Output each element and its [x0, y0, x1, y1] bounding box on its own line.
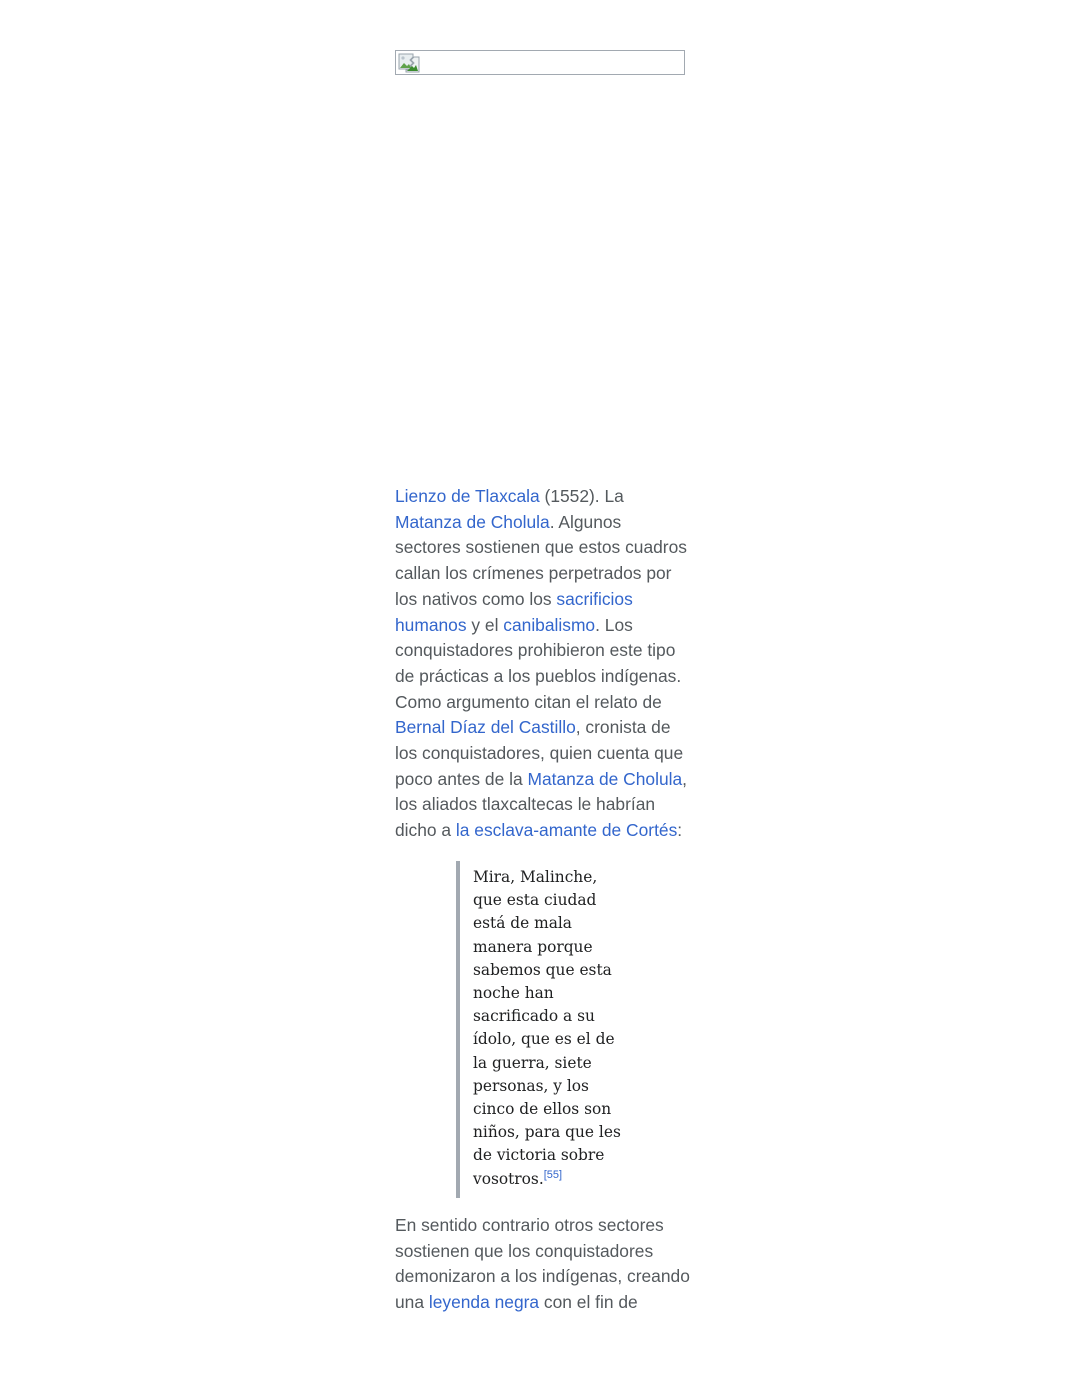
- caption-text: , cronista de los conquistadores, quien cuenta que poco antes de la: [395, 717, 684, 789]
- caption-text: , los aliados tlaxcaltecas le habrían dicho a: [395, 768, 687, 841]
- blockquote: [456, 861, 621, 1198]
- caption-text: . Los conquistadores prohibieron este tipo de prácticas a los pueblos indígenas. Como argumento citan el relato de: [395, 614, 682, 712]
- link-lienzo-de-tlaxcala[interactable]: Lienzo de Tlaxcala: [395, 486, 540, 506]
- quote-text: Mira, Malinche, que esta ciudad está de mala manera porque sabemos que esta noche han sacrificado a su ídolo, que es el de la guerra, siete personas, y los cinco de ellos son niños, para que les de victoria sobre vosotros.: [473, 868, 621, 1188]
- broken-image-icon: [398, 53, 420, 73]
- caption-text: :: [677, 820, 683, 841]
- caption-text: . Algunos sectores sostienen que estos cuadros callan los crímenes perpetrados por los nativos como los: [395, 511, 687, 609]
- link-matanza-de-cholula[interactable]: Matanza de Cholula: [395, 511, 550, 532]
- link-sacrificios-humanos[interactable]: sacrificios humanos: [395, 588, 633, 635]
- reference-superscript: [544, 1169, 562, 1181]
- link-matanza-de-cholula-2[interactable]: Matanza de Cholula: [527, 768, 683, 789]
- body-paragraph: [395, 1213, 691, 1316]
- reference-link-55[interactable]: [55]: [543, 1168, 563, 1181]
- link-esclava-amante-de-cortes[interactable]: la esclava-amante de Cortés: [455, 820, 678, 841]
- caption-text: (1552). La: [539, 486, 624, 506]
- link-leyenda-negra[interactable]: leyenda negra: [428, 1292, 540, 1313]
- paragraph-text: En sentido contrario otros sectores sostienen que los conquistadores demonizaron a los indígenas, creando una: [395, 1215, 690, 1313]
- paragraph-text: con el fin de: [539, 1292, 638, 1313]
- link-bernal-diaz-del-castillo[interactable]: Bernal Díaz del Castillo: [395, 717, 576, 738]
- caption-text: y el: [466, 614, 504, 635]
- image-caption: [395, 484, 691, 844]
- link-canibalismo[interactable]: canibalismo: [503, 614, 596, 635]
- broken-image-placeholder[interactable]: [395, 50, 685, 75]
